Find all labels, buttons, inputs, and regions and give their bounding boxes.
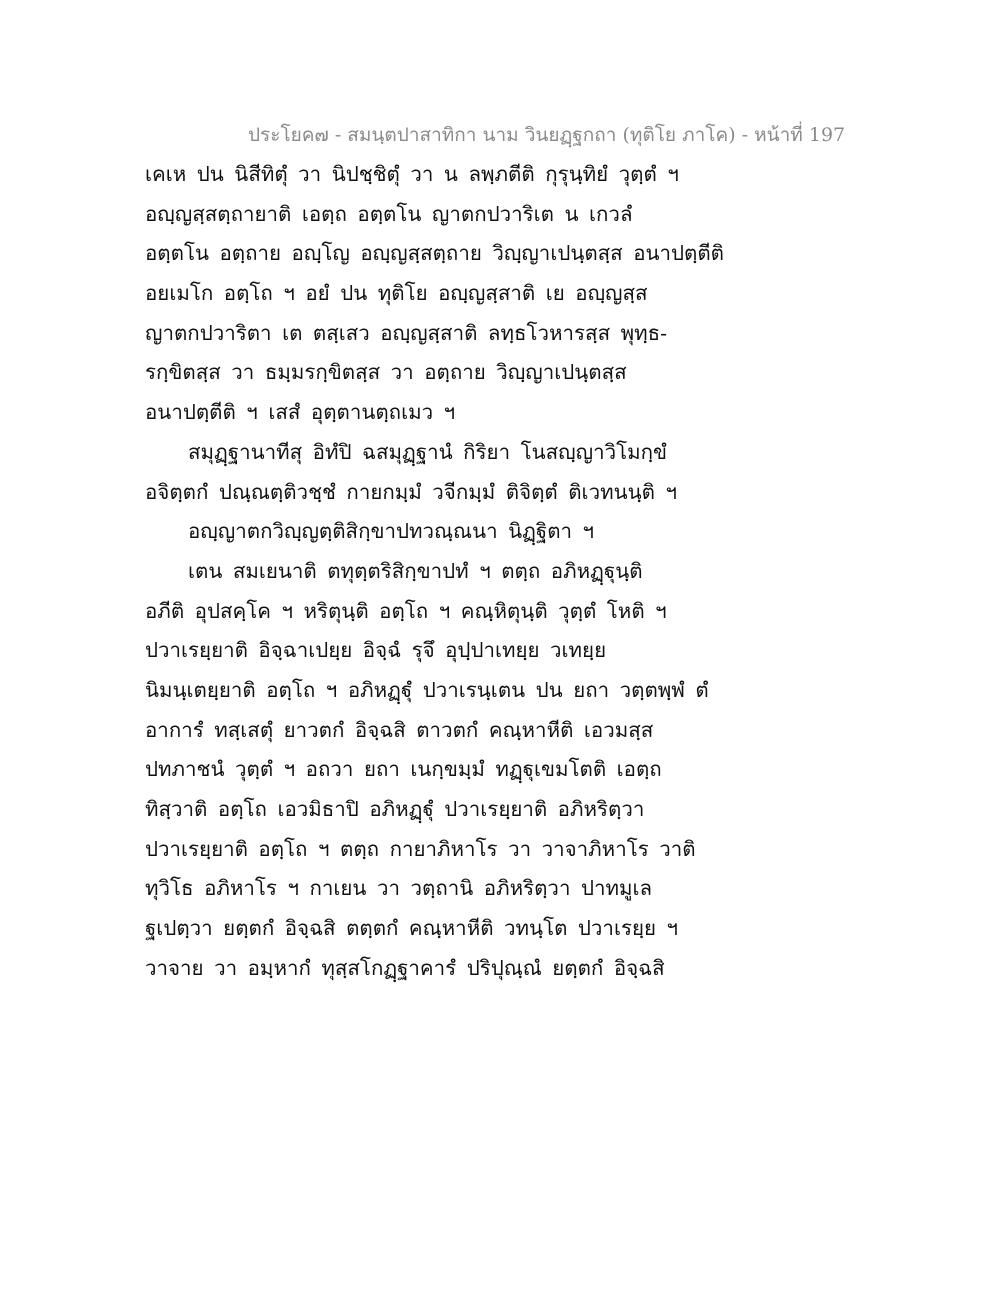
text-line: อตฺตโน อตฺถาย อญฺโญ อญฺญสฺสตฺถาย วิญฺญาเปนฺตสฺส อนาปตฺตีติ [145,241,724,266]
text-line: อภีติ อุปสคฺโค ฯ หริตุนฺติ อตฺโถ ฯ คณฺหิตุนฺติ วุตฺตํ โหติ ฯ [145,598,667,623]
text-line: สมุฏฺฐานาทีสุ อิทํปิ ฉสมุฏฺฐานํ กิริยา โนสญฺญาวิโมกฺขํ [188,439,668,464]
text-line: อญฺญสฺสตฺถายาติ เอตฺถ อตฺตโน ญาตกปวาริเต น เกวลํ [145,201,633,226]
text-line: อจิตฺตกํ ปณฺณตฺติวชฺชํ กายกมฺมํ วจีกมฺมํ ติจิตฺตํ ติเวทนนฺติ ฯ [145,479,677,504]
text-line: ปทภาชนํ วุตฺตํ ฯ อถวา ยถา เนกฺขมฺมํ ทฏฺฐุเขมโตติ เอตฺถ [145,757,662,782]
text-line: ปวาเรยฺยาติ อตฺโถ ฯ ตตฺถ กายาภิหาโร วา วาจาภิหาโร วาติ [145,836,696,861]
text-line: ญาตกปวาริตา เต ตสฺเสว อญฺญสฺสาติ ลทฺธโวหารสฺส พุทฺธ- [145,320,668,345]
text-line: นิมนฺเตยฺยาติ อตฺโถ ฯ อภิหฏฺฐุํ ปวาเรนฺเตน ปน ยถา วตฺตพฺพํ ตํ [145,677,709,702]
text-line: อนาปตฺตีติ ฯ เสสํ อุตฺตานตฺถเมว ฯ [145,400,456,425]
text-line: วาจาย วา อมฺหากํ ทุสฺสโกฏฺฐาคารํ ปริปุณฺณํ ยตฺตกํ อิจฺฉสิ [145,955,665,980]
text-line: อญฺญาตกวิญฺญตฺติสิกฺขาปทวณฺณนา นิฏฺฐิตา ฯ [188,519,595,544]
text-line: รกฺขิตสฺส วา ธมฺมรกฺขิตสฺส วา อตฺถาย วิญฺญาเปนฺตสฺส [145,360,627,385]
text-line: เตน สมเยนาติ ตทุตฺตริสิกฺขาปทํ ฯ ตตฺถ อภิหฏฺฐุนฺติ [188,558,643,583]
text-line: อยเมโก อตฺโถ ฯ อยํ ปน ทุติโย อญฺญสฺสาติ เย อญฺญสฺส [145,281,648,306]
page-header: ประโยค๗ - สมนฺตปาสาทิกา นาม วินยฏฺฐกถา (ทุติโย ภาโค) - หน้าที่ 197 [248,124,846,146]
text-line: ปวาเรยฺยาติ อิจฺฉาเปยฺย อิจฺฉํ รุจึ อุปฺปาเทยฺย วเทยฺย [145,638,607,663]
text-line: อาการํ ทสฺเสตุํ ยาวตกํ อิจฺฉสิ ตาวตกํ คณฺหาหีติ เอวมสฺส [145,717,654,742]
body-text [145,155,724,988]
text-line: เคเห ปน นิสีทิตุํ วา นิปชฺชิตุํ วา น ลพฺภตีติ กุรุนฺทิยํ วุตฺตํ ฯ [145,162,679,186]
text-line: ทิสฺวาติ อตฺโถ เอวมิธาปิ อภิหฏฺฐุํ ปวาเรยฺยาติ อภิหริตฺวา [145,797,645,821]
text-line: ทุวิโธ อภิหาโร ฯ กาเยน วา วตฺถานิ อภิหริตฺวา ปาทมูเล [145,876,653,901]
text-line: ฐเปตฺวา ยตฺตกํ อิจฺฉสิ ตตฺตกํ คณฺหาหีติ วทนฺโต ปวาเรยฺย ฯ [145,916,679,941]
